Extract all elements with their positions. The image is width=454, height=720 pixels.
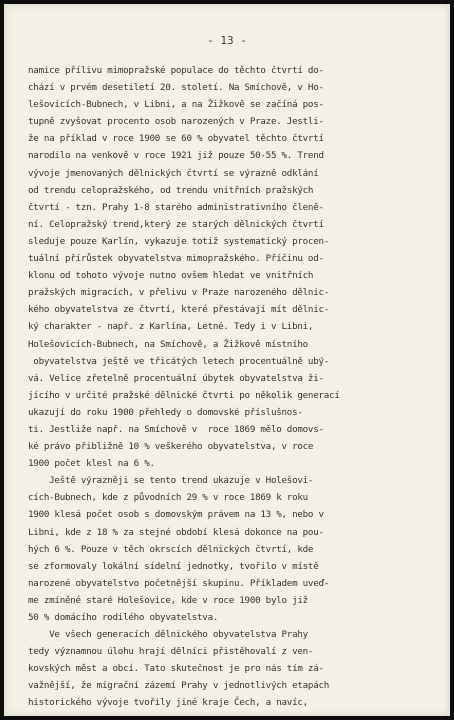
text-line: že na příklad v roce 1900 se 60 % obyvatel těchto čtvrtí bbox=[28, 133, 324, 145]
text-line: čtvrtí - tzn. Prahy 1-8 starého administrativního členě- bbox=[28, 201, 324, 213]
text-line: chází v prvém desetiletí 20. století. Na Smíchově, v Ho- bbox=[28, 82, 324, 94]
text-line: klonu od tohoto vývoje nutno ovšem hledat ve vnitřních bbox=[28, 270, 314, 282]
text-line: tupně zvyšovat procento osob narozených v Praze. Jestli- bbox=[28, 116, 324, 128]
text-line: 1900 klesá počet osob s domovským právem na 13 %, nebo v bbox=[28, 509, 324, 521]
text-line: ti. Jestliže např. na Smíchově v roce 1869 mělo domovs- bbox=[28, 423, 324, 435]
text-line: historického vývoje tvořily jiné kraje Čech, a navíc, bbox=[28, 697, 308, 709]
text-line: Holešovicích-Bubnech, na Smíchově, a Žižkově místního bbox=[28, 338, 308, 350]
text-line: narozené obyvatelstvo početnější skupinu. Příkladem uveď- bbox=[28, 577, 330, 589]
text-line: ký charakter - např. z Karlína, Letné. Tedy i v Libni, bbox=[28, 321, 314, 333]
text-line: cích-Bubnech, kde z původních 29 % v roce 1869 k roku bbox=[28, 492, 308, 504]
text-line: pražských migracích, v přelivu v Praze narozeného dělnic- bbox=[28, 287, 330, 299]
text-line: vá. Velice zřetelně procentuální úbytek obyvatelstva ži- bbox=[28, 372, 324, 384]
paragraph bbox=[28, 626, 436, 711]
text-line: lešovicích-Bubnech, v Libni, a na Žižkově se začíná pos- bbox=[28, 99, 324, 111]
body-text bbox=[28, 62, 436, 712]
text-line: tuální přírůstek obyvatelstva mimopražského. Příčinu od- bbox=[28, 253, 324, 265]
text-line: obyvatelstva ještě ve třicátých letech procentuálně ubý- bbox=[28, 355, 330, 367]
text-line: ní. Celopražský trend,který ze starých dělnických čtvrtí bbox=[28, 218, 324, 230]
text-line: ké právo přibližně 10 % veškerého obyvatelstva, v roce bbox=[28, 441, 314, 453]
text-line: sleduje pouze Karlín, vykazuje totiž systematický procen- bbox=[28, 235, 330, 247]
text-line: me zmíněné staré Holešovice, kde v roce 1900 bylo již bbox=[28, 594, 308, 606]
text-line: ukazují do roku 1900 přehledy o domovské příslušnos- bbox=[28, 406, 303, 418]
text-line: se zformovaly lokální sídelní jednotky, tvořilo v místě bbox=[28, 560, 319, 572]
text-line: vývoje jmenovaných dělnických čtvrtí se výrazně odklání bbox=[28, 167, 319, 179]
text-line: Ve všech generacích dělnického obyvatelstva Prahy bbox=[28, 629, 308, 641]
text-line: važnější, že migrační zázemí Prahy v jednotlivých etapách bbox=[28, 680, 330, 692]
paragraph bbox=[28, 62, 436, 472]
text-line: hých 6 %. Pouze v těch okrscích dělnických čtvrtí, kde bbox=[28, 543, 314, 555]
text-line: od trendu celopražského, od trendu vnitřních pražských bbox=[28, 184, 314, 196]
text-line: namice přílivu mimopražské populace do těchto čtvrtí do- bbox=[28, 65, 324, 76]
text-line: narodilo na venkově v roce 1921 již pouze 50-55 %. Trend bbox=[28, 150, 324, 162]
text-line: 50 % domácího rodilého obyvatelstva. bbox=[28, 612, 219, 623]
text-line: 1900 počet klesl na 6 %. bbox=[28, 458, 155, 470]
text-line: jícího v určité pražské dělnické čtvrti po několik generací bbox=[28, 389, 340, 401]
document-page bbox=[4, 4, 450, 716]
text-line: kovských měst a obcí. Tato skutečnost je pro nás tím zá- bbox=[28, 663, 324, 675]
text-line: kého obyvatelstva ze čtvrtí, které přestávají mít dělnic- bbox=[28, 304, 330, 316]
text-line: Ještě výrazněji se tento trend ukazuje v Holešovi- bbox=[28, 475, 314, 487]
paragraph bbox=[28, 472, 436, 626]
text-line: Libni, kde z 18 % za stejné období klesá dokonce na pou- bbox=[28, 526, 324, 538]
text-line: tedy významnou úlohu hrají dělníci přistěhovalí z ven- bbox=[28, 646, 314, 658]
page-number: - 13 - bbox=[207, 34, 247, 47]
